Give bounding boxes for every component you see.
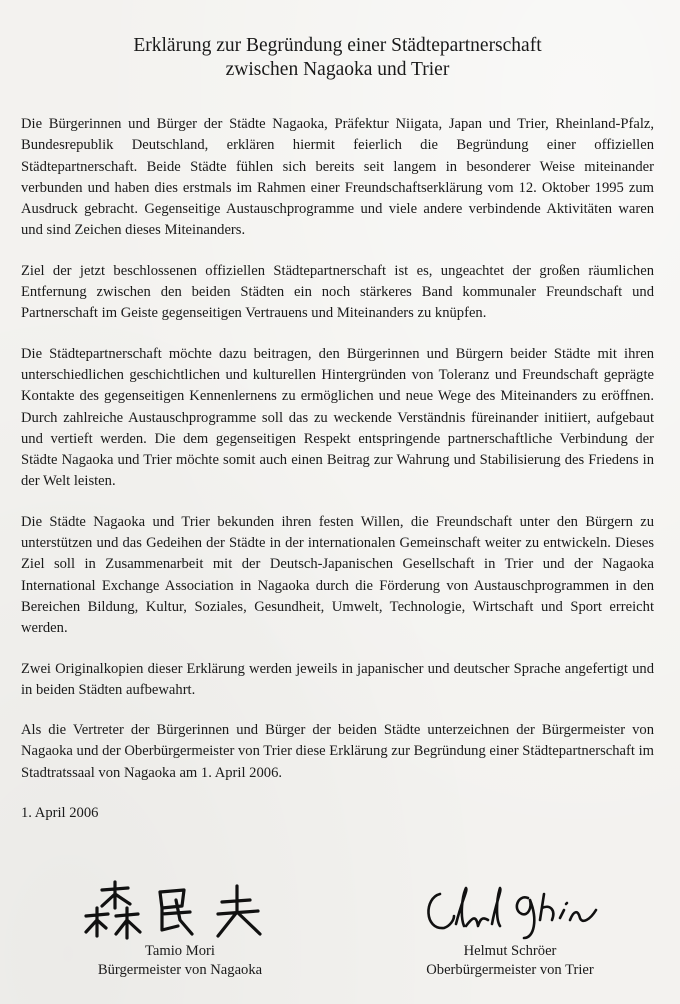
paragraph-4: Die Städte Nagaoka und Trier bekunden ihren festen Willen, die Freundschaft unter den Bürgern zu unterstützen und das Gedeihen der Städte in der internationalen Gemeinschaft weiter zu entwickeln. Dieses Ziel soll in Zusammenarbeit mit der Deutsch-Japanischen Gesellschaft in Trier und der Nagaoka International Exchange Association in Nagaoka durch die Förderung von Austauschprogrammen in den Bereichen Bildung, Kultur, Soziales, Gesundheit, Umwelt, Technologie, Wirtschaft und Sport erreicht werden. (21, 513, 654, 637)
title-line-2: zwischen Nagaoka und Trier (225, 59, 450, 80)
signatory-name-right: Helmut Schröer (463, 943, 557, 959)
signatory-name-left: Tamio Mori (145, 943, 215, 959)
signature-block-nagaoka (65, 880, 295, 980)
paragraph-1: Die Bürgerinnen und Bürger der Städte Nagaoka, Präfektur Niigata, Japan und Trier, Rheinland-Pfalz, Bundesrepublik Deutschland, erklären hiermit feierlich die Begründung einer offiziellen Städtepartnerschaft. Beide Städte fühlen sich bereits seit langem in besonderer Weise miteinander verbunden und haben dies erstmals im Rahmen einer Freundschaftserklärung vom 12. Oktober 1995 zum Ausdruck gebracht. Gegenseitige Austauschprogramme und viele andere verbindende Aktivitäten waren und sind Zeichen dieses Miteinanders. (21, 116, 654, 239)
title-line-1: Erklärung zur Begründung einer Städtepartnerschaft (133, 35, 542, 56)
paragraph-6: Als die Vertreter der Bürgerinnen und Bürger der beiden Städte unterzeichnen der Bürgermeister von Nagaoka und der Oberbürgermeister von Trier diese Erklärung zur Begründung einer Städtepartnerschaft im Stadtratssaal von Nagaoka am 1. April 2006. (21, 722, 654, 781)
paragraph-2: Ziel der jetzt beschlossenen offiziellen Städtepartnerschaft ist es, ungeachtet der großen räumlichen Entfernung zwischen den beiden Städten ein noch stärkeres Band kommunaler Freundschaft und Partnerschaft im Geiste gegenseitigen Vertrauens und Miteinanders zu knüpfen. (21, 262, 654, 322)
signatory-role-left: Bürgermeister von Nagaoka (97, 962, 263, 978)
signatory-role-right: Oberbürgermeister von Trier (426, 962, 594, 978)
signature-block-trier (395, 880, 625, 980)
handwritten-signature-schroer (410, 880, 610, 942)
paragraph-5: Zwei Originalkopien dieser Erklärung werden jeweils in japanischer und deutscher Sprache angefertigt und in beiden Städten aufbewahrt. (21, 660, 654, 698)
handwritten-signature-mori (80, 880, 280, 942)
paragraph-3: Die Städtepartnerschaft möchte dazu beitragen, den Bürgerinnen und Bürgern beider Städte mit ihren unterschiedlichen geschichtlichen und kulturellen Hintergründen von Toleranz und Freundschaft geprägte Kontakte des gegenseitigen Kennenlernens zu ermöglichen und neue Wege des Miteinanders zu eröffnen. Durch zahlreiche Austauschprogramme soll das zu weckende Verständnis füreinander initiiert, aufgebaut und vertieft werden. Die dem gegenseitigen Respekt entspringende partnerschaftliche Verbindung der Städte Nagaoka und Trier möchte somit auch einen Beitrag zur Wahrung und Stabilisierung des Friedens in der Welt leisten. (21, 345, 654, 490)
signing-date: 1. April 2006 (21, 805, 99, 822)
document-title (21, 34, 654, 82)
